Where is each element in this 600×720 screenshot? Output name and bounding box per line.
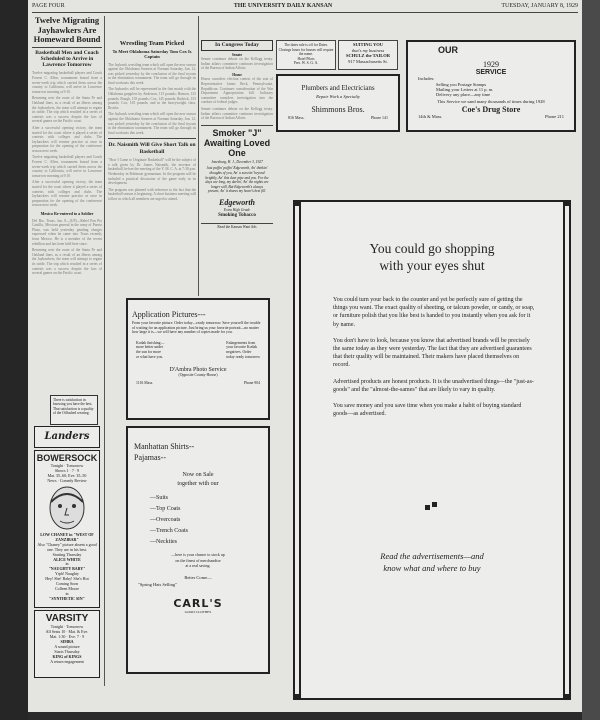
border-line [299, 202, 301, 698]
carls-here: at a real saving. [185, 563, 211, 569]
bowersock-line: Tonight · Tomorrow [50, 463, 84, 468]
application-name: D'Ambra Photo Service [169, 367, 227, 374]
coes-item: Mailing your Letters at 11 p. m. [436, 86, 494, 92]
article-text: House considers election contest of the seat of Representative James Beck, Pennsylvania, Republican. Continues consideration of the War Department Appropriation bill. Judiciary committee considers investigation into the conduct of federal judges. [201, 77, 273, 105]
landers-logo-box [34, 426, 100, 448]
edgeworth-dateline: Jonesburg, H. J., December 3, 1927 [211, 159, 263, 164]
coes-name: Coe's Drug Store [461, 105, 521, 115]
bowersock-ad [34, 450, 100, 608]
coes-phone: Phone 211 [545, 114, 564, 120]
coes-item: Selling you Postage Stamps [436, 81, 487, 87]
schulz-line: SCHULZ the TAILOR [345, 53, 391, 59]
bowersock-line: "NAUGHTY BABY" [48, 566, 86, 572]
varsity-line: Mat. 1:30 · Eve. 7 · 9 [49, 634, 85, 639]
headline-wrestling: Wrestling Team Picked [119, 40, 185, 47]
application-pictures-ad [126, 298, 270, 420]
edgeworth-poem: Just puffin' puffin' Edgeworth, An' thinkin' thoughts of you, An' a sweetin' beyond brightly, An' this dear pipe and you. For the days are long, my darlin', An' the nights are longer still, But Edgeworth's always present, An' it shares my heart's best fill. [205, 166, 269, 194]
bowersock-line: "SYNTHETIC SIN" [49, 595, 85, 601]
page-number: PAGE FOUR [32, 3, 65, 9]
coes-note: This Service we sand many thousands of times during 1928 [437, 98, 545, 104]
bowersock-line: in [65, 561, 69, 567]
application-right: your favorite Kodak [226, 345, 258, 350]
varsity-line: SIMBA [60, 639, 74, 644]
subhead-mexico: Mexico Re-entered to a Soldier [40, 211, 94, 217]
bowersock-line: Yiph! Naughty [55, 571, 79, 577]
varsity-line: Starts Thursday [54, 649, 80, 654]
congress-senate: Senate [231, 52, 243, 57]
subhead-wrestling: To Meet Oklahoma Saturday Tom Cox Is Captain [112, 48, 192, 59]
shopping-eyes-shut-ad [293, 200, 571, 700]
article-text: Senate continues debate on the Kellogg treaty. Indian affairs committee continues investigation of the Bureau of Indian Affairs. [201, 107, 273, 121]
shimmons-subtitle: Repair Work a Specialty [316, 94, 360, 99]
page-header [32, 3, 578, 13]
dates-line: Hotel Pilots [297, 56, 315, 61]
edgeworth-brand: Edgeworth [218, 197, 255, 207]
schulz-line: that's my business [351, 47, 385, 53]
varsity-title: VARSITY [45, 613, 89, 624]
shopping-paragraph: You don't have to look, because you know that advertised brands will be precisely the same today as they were yesterday. The fact that they are advertised guarantees that their quality will be maintained. Their makers have placed themselves on record. [333, 337, 532, 369]
column-rule [198, 16, 199, 296]
bowersock-line: Coming Soon [55, 581, 79, 587]
application-body: From your favorite picture. Order today—ready tomorrow. Save yourself the trouble of waiting for an application picture. Just bring us your favorite portrait—no matter how large it is—we will have any number of copies made for you. [132, 321, 261, 335]
carls-logo: CARL'S [173, 596, 223, 610]
page-date: TUESDAY, JANUARY 8, 1929 [501, 3, 578, 9]
coes-our: OUR [438, 45, 458, 55]
want-ads-note: Read the Kansan Want Ads [217, 224, 257, 229]
article-text: The program was planned with reference to the fact that the basketball season is beginning. A short business meeting will follow in which all members are urged to attend. [108, 187, 196, 201]
bowersock-title: BOWERSOCK [36, 453, 98, 463]
carls-better: Better Come— [184, 574, 212, 580]
shopping-footer: know what and where to buy [383, 563, 481, 573]
carls-item: —Trench Coats [150, 528, 188, 534]
chaney-portrait-illustration [36, 484, 98, 532]
coes-service: SERVICE [475, 69, 507, 76]
article-text: "How I Came to Originate Basketball" will be the subject of a talk given by Dr. James Naismith, the inventor of basketball, before the meeting of the Y. M. C. A. at 7:30 p.m. Wednesday in Robinson gymnasium. In the program will be included a practical discussion of the game early in its development. [108, 158, 196, 186]
application-right: negatives. Order [226, 349, 252, 354]
bowersock-line: Shows 1 · 7 · 9 [54, 468, 80, 473]
bowersock-line: ALICE WHITE [53, 556, 81, 562]
shopping-paragraph: You could turn your back to the counter and yet be perfectly sure of getting the things you want. The exact quality of sheeting, or talcum powder, or candy, or soap, or furniture polish that you like best is handed to you instantly when you ask for it by name. [333, 297, 535, 328]
carls-item: —Neckties [150, 539, 177, 545]
border-line [563, 202, 565, 698]
corner-ornament [565, 200, 571, 206]
schulz-ad [338, 40, 398, 70]
coes-item: Delivery any place—any time [436, 92, 491, 98]
dates-notice [276, 40, 336, 70]
shopping-headline: with your eyes shut [379, 258, 485, 273]
carls-title: Pajamas-- [134, 453, 166, 462]
article-text: Returning over the route of the Santa Fe and Oakland lines, as a result of an illness among the Jayhawkers, the team will attempt to regain its stride. The trip which resulted in a series of contests was a success despite the loss of several games on the Pacific coast. [32, 248, 102, 276]
subhead-jayhawkers: Basketball Men and Coach Scheduled to Arrive in Lawrence Tomorrow [35, 49, 99, 69]
application-title: Application Pictures--- [132, 310, 206, 319]
carls-clothes-ad [126, 426, 270, 674]
dates-line: Closings hours for houses will require the name. [278, 47, 334, 56]
carls-item: —Overcoats [150, 517, 181, 523]
carls-logo-sub: GOOD CLOTHES [184, 609, 212, 614]
column-2 [108, 40, 196, 298]
dates-line: Pres. W. S. G. A. [293, 61, 319, 65]
landers-logo: Landers [44, 431, 90, 442]
headline-naismith: Dr. Naismith Will Give Short Talk on Basketball [108, 142, 196, 155]
bowersock-line: Hey! She! Baby! She's Hot [45, 576, 89, 582]
shimmons-name: Shimmons Bros. [311, 105, 365, 114]
coes-address: 14th & Mass. [418, 114, 443, 120]
article-text: Twelve migrating basketball players and Coach Forrest C. Allen, tournament bound from a seven-week trip which carried them across the country to California, will arrive in Lawrence tomorrow morning at 9:10. [32, 155, 102, 178]
shimmons-ad [276, 74, 400, 132]
shopping-paragraph: Advertised products are honest products. It is the unadvertised things—the "just-as-goods" and the "almost-the-sames" that are likely to vary in quality. [333, 378, 534, 393]
carls-item: —Top Coats [150, 506, 181, 512]
carls-here: —here is your chance to stock up [171, 552, 225, 557]
application-sub: (Opposite County House) [178, 373, 218, 378]
coes-includes: Includes: [418, 76, 435, 81]
application-right: today ready tomorrow [226, 354, 260, 359]
newspaper-page [28, 0, 582, 712]
article-text: Returning over the route of the Santa Fe and Oakland lines, as a result of an illness among the Jayhawkers, the team will attempt to regain its stride. The trip which resulted in a series of contests was a success despite the loss of several games on the Pacific coast. [32, 96, 102, 124]
varsity-line: KING of KINGS [52, 654, 82, 659]
article-text: Del Rio, Texas, Jan. 8—(UP)—Rebel Pan Pio Castillo, Mexican general in the army of Puerto Plaza, was held yesterday pending charges expressed when he came into Texas recently from Mexico. He is a member of the recent rebellion and has been held here since. [32, 218, 102, 246]
varsity-line: A sound picture [54, 644, 80, 649]
article-text: The Jayhawk wrestling team which will open the new season against the Oklahoma Sooners at Norman Saturday, Jan. 12, was picked yesterday by the conclusion of the final tryouts in the elimination tournament. The team will go through its final workouts this week. [108, 62, 196, 85]
shopping-paragraph: You save money and you save time when you make a habit of buying standard goods—as advertised. [333, 403, 522, 418]
carls-together: together with our [177, 481, 219, 487]
article-text: The Jayhawks will be represented in the first match with the Oklahoma grapplers by Anderson, 115 pounds; Hanson, 125 pounds; Rough, 135 pounds; Cox, 145 pounds; Rudrick, 155 pounds; Cox, 165 pounds; and in the heavyweight class, Brooks. [108, 87, 196, 110]
shopping-headline: You could go shopping [369, 241, 495, 256]
article-text: After a successful opening victory, the team started for the coast where it played a series of contests with colleges and clubs. The Jayhawkers will resume practice at once in preparation for the opening of the conference season next week. [32, 125, 102, 153]
scan-border-bottom [28, 712, 582, 720]
landers-ad [50, 395, 98, 425]
carls-here: on the finest of merchandise [175, 557, 221, 563]
shimmons-phone: Phone 141 [371, 115, 388, 120]
article-text: After a successful opening victory, the team started for the coast where it played a series of contests with colleges and clubs. The Jayhawkers will resume practice at once in preparation for the opening of the conference season next week. [32, 180, 102, 208]
article-text: The Jayhawk wrestling team which will open the new season against the Oklahoma Sooners at Norman Saturday, Jan. 12, was picked yesterday by the conclusion of the final tryouts in the elimination tournament. The team will go through its final workouts this week. [108, 112, 196, 135]
bowersock-line: News · Comedy Review [47, 478, 87, 483]
headline-edgeworth: Smoker "J" Awaiting Loved One [203, 127, 271, 158]
carls-title: Manhattan Shirts-- [134, 442, 195, 451]
shimmons-address: 816 Mass. [288, 115, 305, 120]
application-left: more better under [136, 345, 163, 350]
edgeworth-tag: Smoking Tobacco [218, 212, 256, 218]
bowersock-line: Also "Chaney" picture absent a good one. They are in his best. [37, 541, 97, 552]
headline-congress: In Congress Today [215, 42, 259, 48]
coes-year: 1929 [483, 60, 499, 69]
congress-house: House [232, 72, 242, 77]
application-phone: Phone 904 [243, 381, 260, 386]
dates-line: The dates rule is off for Dates. [284, 43, 328, 47]
application-address: 1116 Mass. [136, 381, 154, 386]
headline-jayhawkers: Twelve Migrating Jayhawkers Are Homeward Bound [33, 16, 101, 44]
application-left: Kodak finishing— [136, 340, 165, 345]
application-left: or what have you. [136, 354, 164, 359]
edgeworth-tag: Extra High Grade [223, 207, 251, 212]
column-3 [201, 40, 273, 290]
shimmons-title: Plumbers and Electricians [301, 84, 375, 92]
column-1 [32, 16, 102, 394]
coes-drug-ad [406, 40, 576, 132]
varsity-line: All Seats 10 · Mat. & Eve. [45, 629, 89, 634]
carls-now: Now on Sale [182, 472, 214, 478]
bowersock-line: in [65, 590, 69, 596]
application-left: the sun for more [136, 349, 161, 354]
paper-title: THE UNIVERSITY DAILY KANSAN [233, 3, 333, 9]
varsity-line: A return engagement [50, 659, 84, 664]
article-text: Twelve migrating basketball players and Coach Forrest C. Allen, tournament bound from a seven-week trip which carried them across the country to California, will arrive in Lawrence tomorrow morning at 9:10. [32, 71, 102, 94]
carls-item: —Suits [150, 495, 169, 501]
scan-border-right [582, 0, 600, 720]
bowersock-line: Mat. 35–60; Eve. 35–50 [47, 473, 87, 478]
corner-ornament [565, 694, 571, 700]
carls-spring: "Spring Hats Selling" [138, 581, 177, 587]
landers-text: There is satisfaction in knowing you have the best. That satisfaction is a quality of the Oilfashed wearing. [53, 398, 94, 416]
bowersock-line: Starting Thursday [52, 551, 82, 557]
ornament-blocks [425, 502, 439, 512]
bowersock-line: Colleen Moore [54, 585, 80, 591]
bowersock-star: LOW CHANEY in "WEST OF ZANZIBAR" [40, 532, 94, 542]
schulz-line: SUITING YOU [353, 42, 383, 47]
varsity-ad [34, 610, 100, 678]
column-rule [104, 16, 105, 686]
scan-border-left [0, 0, 28, 720]
schulz-line: 917 Massachusetts St. [348, 58, 388, 64]
varsity-line: Tonight · Tomorrow [50, 624, 84, 629]
article-text: Senate continues debate on the Kellogg treaty. Indian affairs committee continues investigation of the Bureau of Indian Affairs. [201, 57, 273, 71]
shopping-footer: Read the advertisements—and [380, 551, 484, 561]
application-right: Enlargements from [226, 340, 256, 345]
